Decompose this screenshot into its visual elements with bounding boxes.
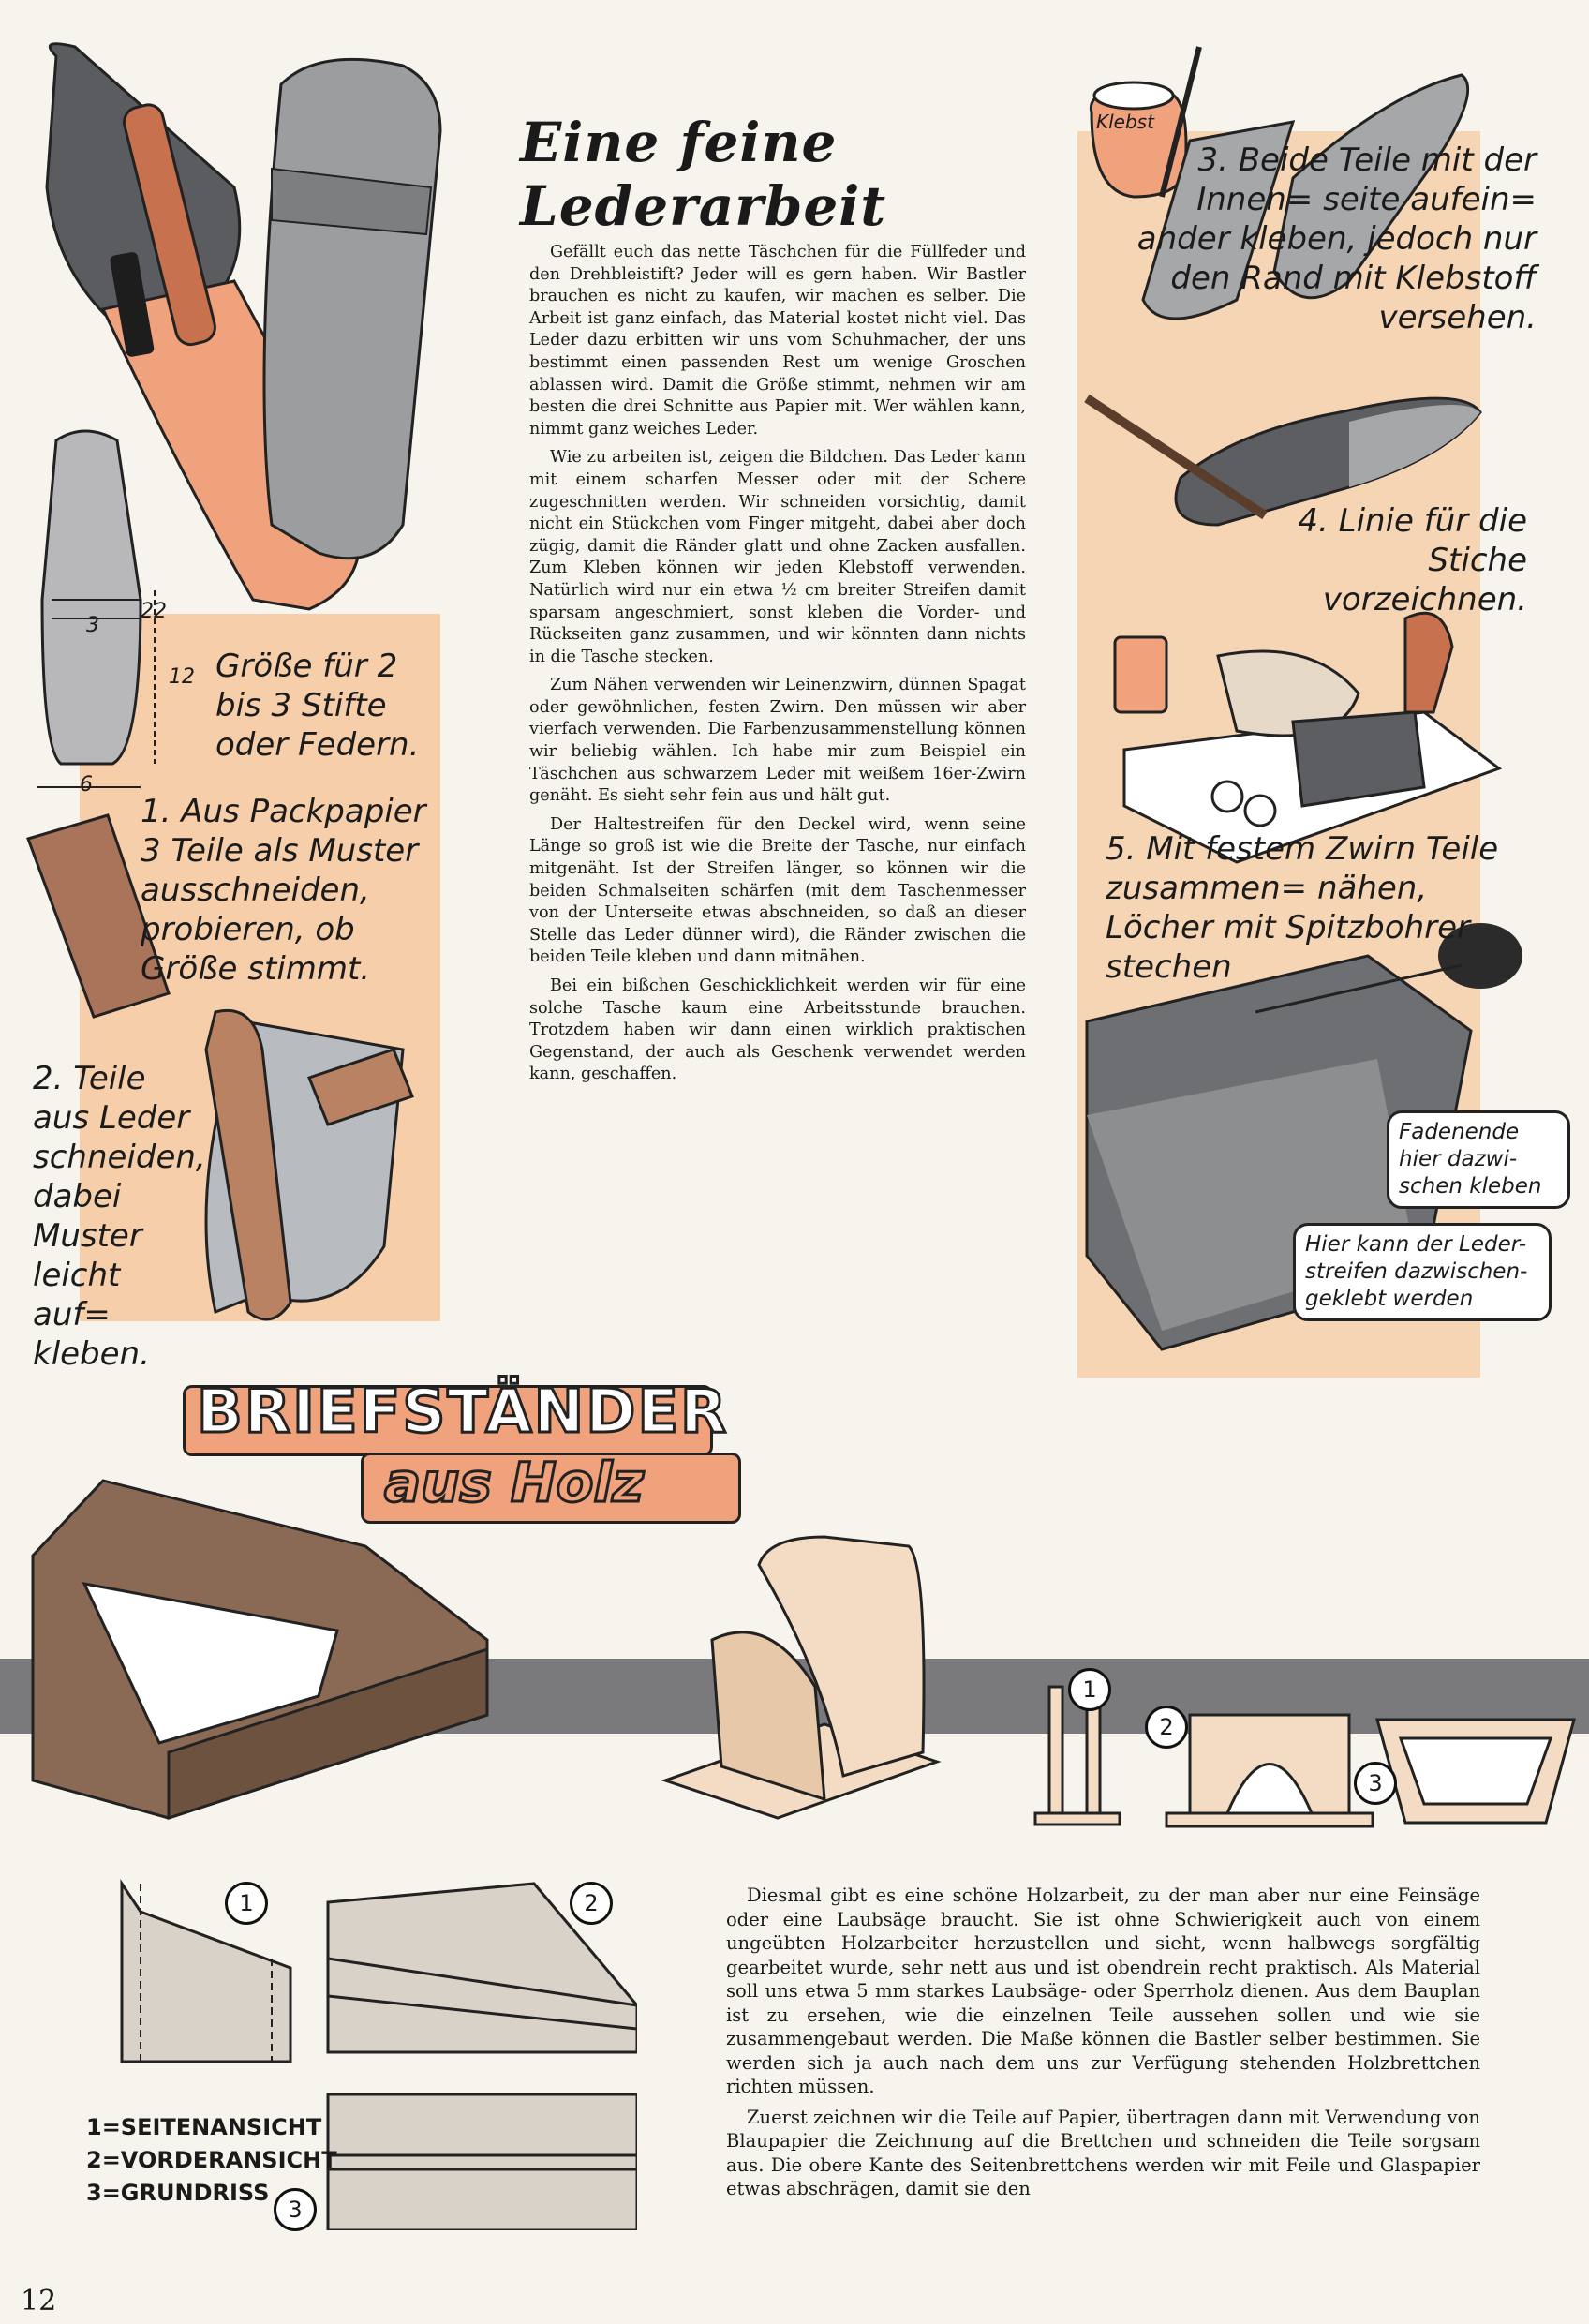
- caption-step3: 3. Beide Teile mit der Innen= seite aufein= ander kleben, jedoch nur den Rand mit Klebstoff versehen.: [1136, 142, 1537, 336]
- leather-paragraph-5: Bei ein bißchen Geschicklichkeit werden wir für eine solche Tasche kaum eine Arbeitsstunde brauchen. Trotzdem haben wir dann einen wirklich praktischen Gegenstand, der auch als Geschenk verwendet werden kann, geschaffen.: [529, 976, 1026, 1084]
- legend-item-1: 1=SEITENANSICHT: [86, 2114, 322, 2140]
- legend-item-3: 3=GRUNDRISS: [86, 2180, 270, 2206]
- part-number-1-top: 1: [1068, 1668, 1111, 1711]
- part-number-3-top: 3: [1354, 1762, 1397, 1805]
- leather-text-column: [529, 242, 1026, 1093]
- wood-title-line2: aus Holz: [384, 1451, 645, 1514]
- leather-paragraph-1: Gefällt euch das nette Täschchen für die Füllfeder und den Drehbleistift? Jeder will es gern haben. Wir Bastler brauchen es nicht zu kaufen, wir machen es selber. Die Arbeit ist ganz einfach, das Material kostet nicht viel. Das Leder dazu erbitten wir uns vom Schuhmacher, der uns bestimmt einen passenden Rest um wenige Groschen ablassen wird. Damit die Größe stimmt, nehmen wir am besten die drei Schnitte aus Papier mit. Wer wählen kann, nimmt ganz weiches Leder.: [529, 243, 1026, 439]
- dimension-22: 22: [141, 600, 167, 623]
- leather-paragraph-2: Wie zu arbeiten ist, zeigen die Bildchen. Das Leder kann mit einem scharfen Messer oder mit der Schere zugeschnitten werden. Wir schneiden vorsichtig, damit nicht ein Stückchen vom Finger mitgeht, dabei aber doch zügig, damit die Ränder glatt und ohne Zacken ausfallen. Zum Kleben können wir jeden Klebstoff verwenden. Natürlich wird nur ein etwa ½ cm breiter Streifen damit sparsam angeschmiert, sonst kleben die Vorder- und Rückseiten ganz zusammen, und wir könnten dann nichts in die Tasche stecken.: [529, 448, 1026, 666]
- wood-title-line1: BRIEFSTÄNDER: [197, 1378, 729, 1447]
- wood-paragraph-2: Zuerst zeichnen wir die Teile auf Papier, übertragen dann mit Verwendung von Blaupapier die Zeichnung auf die Brettchen und schneiden die Teile sorgsam aus. Die obere Kante des Seitenbrettchens werden wir mit Feile und Glaspapier etwas abschrägen, damit sie den: [726, 2106, 1480, 2199]
- caption-step2: 2. Teile aus Leder schneiden, dabei Muster leicht auf= kleben.: [33, 1060, 206, 1373]
- dimension-3: 3: [86, 614, 99, 637]
- plan-legend: [86, 2111, 337, 2210]
- legend-item-2: 2=VORDERANSICHT: [86, 2147, 337, 2173]
- page-number: 12: [21, 2285, 57, 2317]
- leather-paragraph-3: Zum Nähen verwenden wir Leinenzwirn, dünnen Spagat oder gewöhnlichen, festen Zwirn. Den müssen wir aber vierfach verwenden. Die Farbenzusammenstellung können wir beliebig wählen. Ich habe mir zum Beispiel ein Täschchen aus schwarzem Leder mit weißem 16er-Zwirn genäht. Es sieht sehr fein aus und hält gut.: [529, 676, 1026, 806]
- part-number-1-plan: 1: [225, 1882, 268, 1925]
- caption-size: Größe für 2 bis 3 Stifte oder Federn.: [215, 648, 420, 764]
- dimension-12: 12: [169, 665, 195, 689]
- part-number-3-plan: 3: [274, 2188, 317, 2231]
- part-number-2-plan: 2: [570, 1882, 613, 1925]
- note-leather-strip: Hier kann der Leder- streifen dazwischen- geklebt werden: [1293, 1223, 1552, 1321]
- note-thread-end: Fadenende hier dazwi- schen kleben: [1387, 1110, 1570, 1209]
- glue-pot-label: Klebst: [1096, 111, 1154, 133]
- leather-paragraph-4: Der Haltestreifen für den Deckel wird, wenn seine Länge so groß ist wie die Breite der Tasche, nur einfach mitgenäht. Ist der Streifen länger, so können wir die beiden Schmalseiten schärfen (mit dem Taschenmesser von der Unterseite etwas abschneiden, so daß an dieser Stelle das Leder dünner wird), die Ränder zwischen die beiden Teile kleben und dann mitnähen.: [529, 814, 1026, 967]
- caption-step3-a: [1096, 141, 1537, 337]
- caption-step1: 1. Aus Packpapier 3 Teile als Muster ausschneiden, probieren, ob Größe stimmt.: [141, 793, 426, 988]
- caption-step4: 4. Linie für die Stiche vorzeichnen.: [1298, 502, 1527, 618]
- page-title: Eine feine Lederarbeit: [520, 111, 887, 238]
- wood-paragraph-1: Diesmal gibt es eine schöne Holzarbeit, zu der man aber nur eine Feinsäge oder eine Laubsäge braucht. Sie ist ohne Schwierigkeit auch von einem ungeübten Holzarbeiter herzustellen und sieht, wenn halbwegs sorgfältig gearbeitet wurde, sehr nett aus und ist obendrein recht praktisch. Als Material soll uns etwa 5 mm starkes Laubsäge- oder Sperrholz dienen. Aus dem Bauplan ist zu ersehen, wie die einzelnen Teile aussehen sollen und wie sie zusammengebaut werden. Die Maße können die Bastler selber bestimmen. Sie werden sich ja auch nach dem uns zur Verfügung stehenden Holzbrettchen richten müssen.: [726, 1885, 1480, 2097]
- wood-text-column: [726, 1884, 1480, 2208]
- letter-stand-illustration: [0, 1443, 1589, 1855]
- caption-step5: 5. Mit festem Zwirn Teile zusammen= nähen, Löcher mit Spitzbohrer stechen: [1106, 830, 1499, 986]
- dimension-6: 6: [80, 773, 93, 797]
- part-number-2-top: 2: [1145, 1706, 1188, 1749]
